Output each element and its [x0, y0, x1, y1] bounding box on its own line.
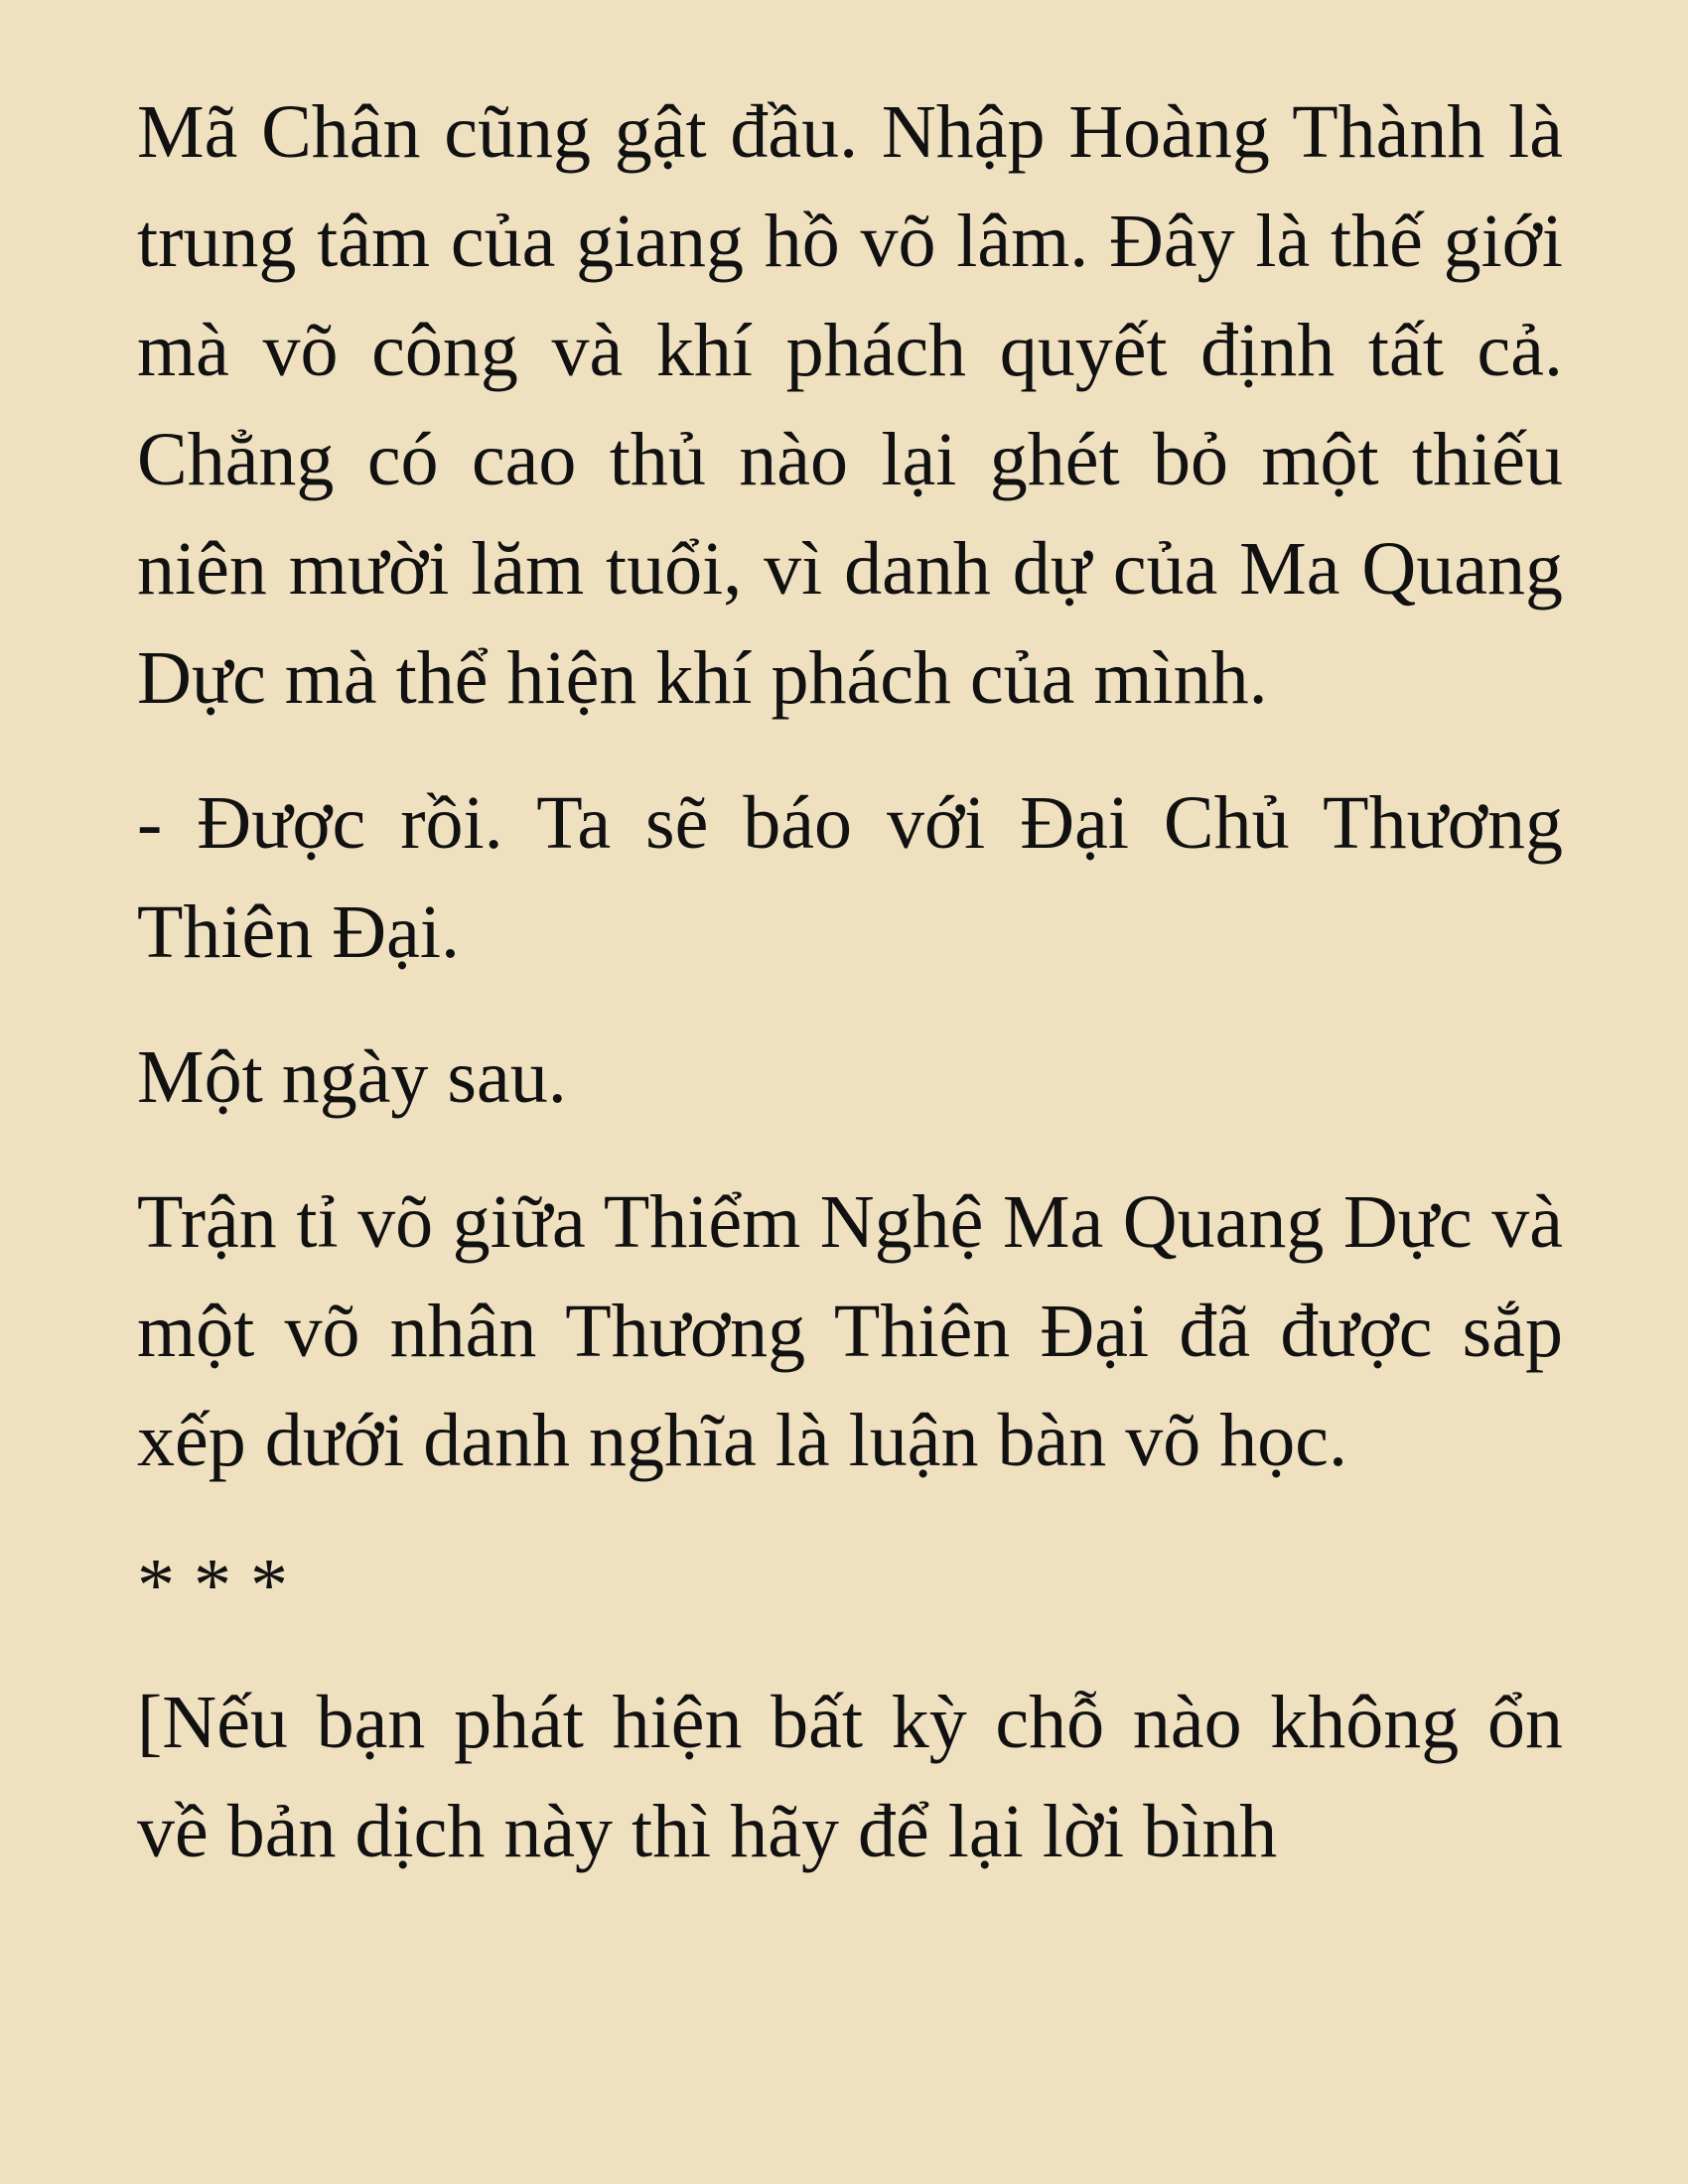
paragraph-translator-note: [Nếu bạn phát hiện bất kỳ chỗ nào không ổn về bản dịch này thì hãy để lại lời bình [137, 1681, 1563, 1873]
paragraph-3: Một ngày sau. [137, 1035, 567, 1119]
paragraph-2-dialogue: - Được rồi. Ta sẽ báo với Đại Chủ Thương Thiên Đại. [137, 781, 1563, 974]
scene-break: * * * [137, 1544, 288, 1627]
paragraph-4: Trận tỉ võ giữa Thiểm Nghệ Ma Quang Dực và một võ nhân Thương Thiên Đại đã được sắp xếp dưới danh nghĩa là luận bàn võ học. [137, 1180, 1563, 1482]
paragraph-1: Mã Chân cũng gật đầu. Nhập Hoàng Thành là trung tâm của giang hồ võ lâm. Đây là thế giới mà võ công và khí phách quyết định tất cả. Chẳng có cao thủ nào lại ghét bỏ một thiếu niên mười lăm tuổi, vì danh dự của Ma Quang Dực mà thể hiện khí phách của mình. [137, 90, 1563, 720]
